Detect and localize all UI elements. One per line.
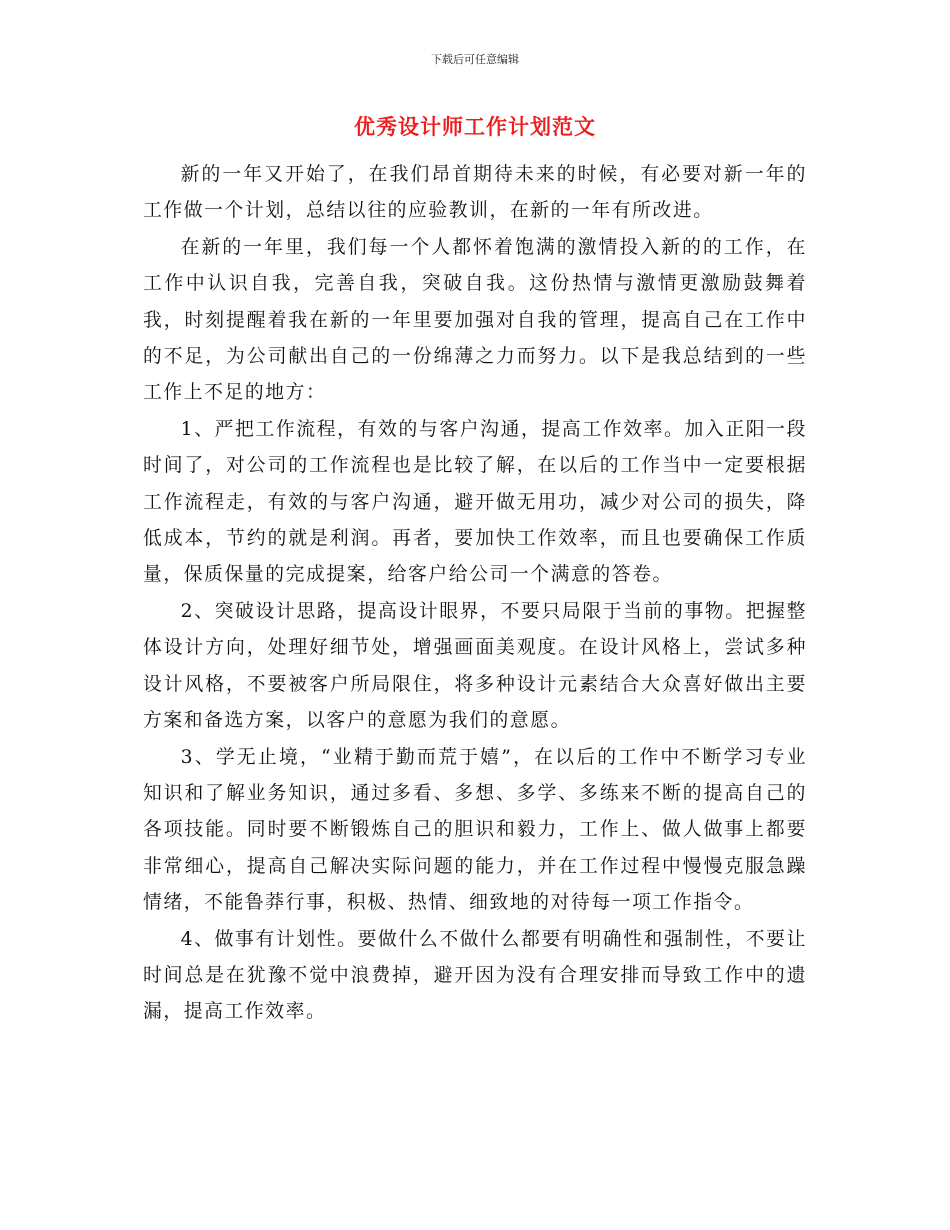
paragraph-item-2: 2、突破设计思路，提高设计眼界，不要只局限于当前的事物。把握整体设计方向，处理好细节处，增强画面美观度。在设计风格上，尝试多种设计风格，不要被客户所局限住，将多种设计元素结合大众喜好做出主要方案和备选方案，以客户的意愿为我们的意愿。	[143, 600, 807, 732]
paragraph-item-1: 1、严把工作流程，有效的与客户沟通，提高工作效率。加入正阳一段时间了，对公司的工作流程也是比较了解，在以后的工作当中一定要根据工作流程走，有效的与客户沟通，避开做无用功，减少对公司的损失，降低成本，节约的就是利润。再者，要加快工作效率，而且也要确保工作质量，保质保量的完成提案，给客户给公司一个满意的答卷。	[143, 418, 807, 586]
document-title: 优秀设计师工作计划范文	[354, 115, 596, 139]
paragraph-intro: 新的一年又开始了，在我们昂首期待未来的时候，有必要对新一年的工作做一个计划，总结以往的应验教训，在新的一年有所改进。	[143, 164, 807, 222]
paragraph-item-4: 4、做事有计划性。要做什么不做什么都要有明确性和强制性，不要让时间总是在犹豫不觉中浪费掉，避开因为没有合理安排而导致工作中的遗漏，提高工作效率。	[143, 928, 807, 1023]
paragraph-overview: 在新的一年里，我们每一个人都怀着饱满的激情投入新的的工作，在工作中认识自我，完善自我，突破自我。这份热情与激情更激励鼓舞着我，时刻提醒着我在新的一年里要加强对自我的管理，提高自己在工作中的不足，为公司献出自己的一份绵薄之力而努力。以下是我总结到的一些工作上不足的地方：	[143, 236, 807, 404]
document-body	[143, 157, 807, 1031]
paragraph-item-3: 3、学无止境，“业精于勤而荒于嬉”，在以后的工作中不断学习专业知识和了解业务知识，通过多看、多想、多学、多练来不断的提高自己的各项技能。同时要不断锻炼自己的胆识和毅力，工作上、做人做事上都要非常细心，提高自己解决实际问题的能力，并在工作过程中慢慢克服急躁情绪，不能鲁莽行事，积极、热情、细致地的对待每一项工作指令。	[143, 746, 807, 914]
header-note: 下载后可任意编辑	[431, 53, 519, 66]
